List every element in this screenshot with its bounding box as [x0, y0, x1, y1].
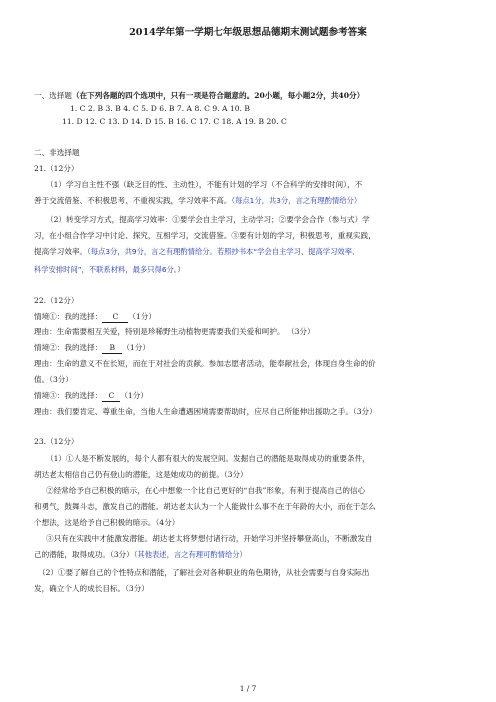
q21-p1-line2 — [34, 196, 361, 206]
q22-s3-points: （1分） — [120, 391, 148, 400]
q21-p2-scoring-note-2: 科学安排时间”，不联系材料，最多只得6分。） — [34, 265, 185, 274]
q21-p1-line1: （1）学习自主性不强（缺乏目的性、主动性），不能有计划的学习（不合科学的安排时间），不 — [46, 180, 363, 189]
q23-number: 23.（12分） — [34, 437, 79, 446]
page-title: 2014学年第一学期七年级思想品德期末测试题参考答案 — [129, 27, 367, 38]
q23-a-line3: ②经常给予自己积极的暗示，在心中想象一个比自己更好的“自我”形象，有利于提高自己的信心 — [46, 486, 366, 495]
q23-a-text: 己的潜能，取得成功。（3分） — [34, 550, 134, 559]
q22-s2-points: （1分） — [122, 343, 150, 352]
q23-a-line1: （1）①人是不断发展的，每个人都有很大的发展空间。发掘自己的潜能是取得成功的重要条件， — [46, 454, 370, 463]
choice-heading: 一、选择题 — [34, 91, 72, 100]
q22-s2-choice: B — [102, 343, 122, 354]
page-separator: / — [246, 684, 250, 693]
answer-row-1: 1. C 2. B 3. B 4. C 5. D 6. B 7. A 8. C 9. A 10. B — [70, 104, 250, 113]
q22-s3-reason: 理由：我们要肯定、尊重生命，当他人生命遭遇困境需要帮助时，应尽自己所能伸出援助之手。（3分） — [34, 407, 377, 416]
q23-a-line2: 胡达老太相信自己仍有登山的潜能，这是她成功的前提。（3分） — [34, 470, 248, 479]
choice-note: （在下列各题的四个选项中，只有一项是符合题意的。20小题，每小题2分，共40分） — [71, 91, 365, 100]
q22-s2-label: 情境②：我的选择： — [34, 343, 103, 352]
q21-number: 21.（12分） — [34, 164, 79, 173]
section-heading-choice — [34, 91, 364, 101]
q21-p2-line1: （2）转变学习方式，提高学习效率：①要学会自主学习，主动学习；②要学会合作（参与式）学 — [46, 215, 370, 224]
q22-scenario-2 — [34, 343, 150, 354]
q22-scenario-1 — [34, 312, 156, 323]
section-heading-open: 二、非选择题 — [34, 148, 80, 157]
page-total: 7 — [251, 684, 257, 693]
q22-s2-reason-line2: 值。（3分） — [34, 375, 73, 384]
q23-a-line6: ③只有在实践中才能激发潜能。胡达老太将梦想付诸行动，开始学习并坚持攀登高山，不断激发自 — [46, 534, 373, 543]
q23-a-scoring-note: （其他表述，言之有理可酌情给分） — [133, 550, 247, 559]
q21-p1-scoring-note: （每点1分，共3分，言之有理酌情给分） — [231, 196, 362, 205]
answer-row-2: 11. D 12. C 13. D 14. D 15. B 16. C 17. C 18. A 19. B 20. C — [62, 117, 287, 126]
q21-p1-text: 善于交流借鉴、不积极思考、不重视实践，学习效率不高。 — [34, 196, 232, 205]
q22-number: 22.（12分） — [34, 296, 79, 305]
q22-s3-label: 情境③：我的选择： — [34, 391, 103, 400]
q23-a-line7 — [34, 550, 247, 560]
q22-s2-reason-line1: 理由：生命的意义不在长短，而在于对社会的贡献。参加志愿者活动，能奉献社会，体现自身生命的价 — [34, 359, 376, 368]
q21-p2-scoring-note-1: （每点3分，共9分，言之有理酌情给分。若照抄书本“学会自主学习、提高学习效率、 — [87, 247, 360, 256]
q22-s1-label: 情境①：我的选择： — [34, 312, 103, 321]
q22-s3-choice: C — [102, 391, 120, 402]
q21-p2-line3 — [34, 247, 359, 257]
q23-a-line5: 个想法，这是给予自己积极的暗示。（4分） — [34, 518, 180, 527]
q21-p2-line2: 习，在小组合作学习中讨论、探究，互相学习，交流借鉴。③要有计划的学习，积极思考，重视实践， — [34, 231, 376, 240]
q23-b-line1: （2）①要了解自己的个性特点和潜能，了解社会对各种职业的角色期待，从社会需要与自身实际出 — [38, 568, 370, 577]
q22-s1-reason: 理由：生命需要相互关爱，特别是珍稀野生动植物更需要我们关爱和呵护。 （3分） — [34, 327, 315, 336]
q22-s1-choice: C — [102, 312, 128, 323]
q23-a-line4: 和勇气，鼓舞斗志，激发自己的潜能。胡达老太认为一个人能做什么事不在于年龄的大小，而在于怎么 — [34, 502, 376, 511]
page-current: 1 — [239, 684, 245, 693]
q22-s1-points: （1分） — [128, 312, 156, 321]
q22-scenario-3 — [34, 391, 148, 402]
q21-p2-text: 提高学习效率。 — [34, 247, 88, 256]
page-number — [0, 684, 496, 693]
q23-b-line2: 发，确立个人的成长目标。（3分） — [34, 584, 149, 593]
